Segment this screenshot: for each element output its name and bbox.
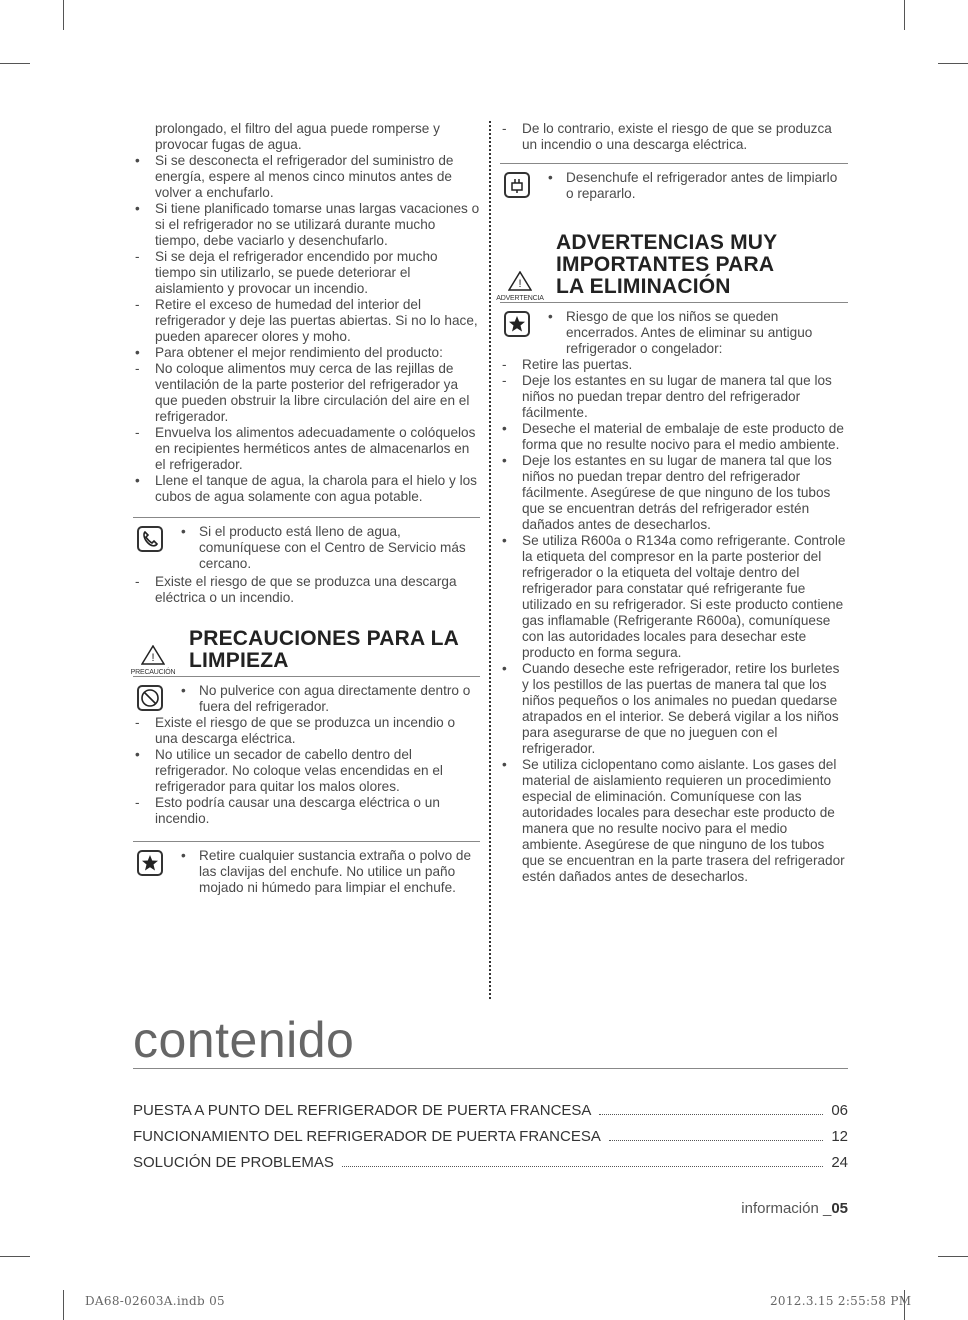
list-item: - Retire las puertas. — [502, 357, 633, 372]
svg-text:!: ! — [151, 652, 155, 664]
page-number: 05 — [831, 1200, 848, 1217]
toc-entry[interactable] — [133, 1098, 848, 1124]
cleaning-section-heading — [130, 627, 480, 677]
list-item: • Riesgo de que los niños se queden encerrados. Antes de eliminar su antiguo refrigerador o congelador: — [548, 309, 813, 356]
phone-icon — [137, 526, 163, 552]
left-list — [133, 153, 480, 505]
crop-mark — [938, 1256, 968, 1257]
footer-section: información _ — [741, 1200, 832, 1217]
toc-leader — [599, 1114, 823, 1115]
list-item: • Se utiliza ciclopentano como aislante. Los gases del material de aislamiento requieren un procedimiento especial de eliminación. Comuníquese con las autoridades locales para desechar este producto de manera que no resulte nocivo para el medio ambiente. Asegúrese de que ninguno de los tubos que se encuentran en la parte trasera del refrigerador estén dañados antes de desecharlos. — [502, 757, 845, 884]
list-item: • Retire cualquier sustancia extraña o polvo de las clavijas del enchufe. No utilice un paño mojado ni húmedo para limpiar el enchufe. — [181, 848, 472, 895]
toc-leader — [342, 1166, 823, 1167]
list-item: - Existe el riesgo de que se produzca un incendio o una descarga eléctrica. — [135, 715, 456, 746]
list-item: • Llene el tanque de agua, la charola para el hielo y los cubos de agua solamente con agua potable. — [135, 473, 477, 504]
list-item: - Deje los estantes en su lugar de manera tal que los niños no puedan trepar dentro del refrigerador fácilmente. — [502, 373, 832, 420]
warning-triangle-icon: ! ADVERTENCIA — [496, 271, 544, 303]
list-item: • Deseche el material de embalaje de este producto de forma que no resulte nocivo para el medio ambiente. — [502, 421, 844, 452]
toc-entry-title: FUNCIONAMIENTO DEL REFRIGERADOR DE PUERTA FRANCESA — [133, 1128, 601, 1145]
contents-title: contenido — [133, 1012, 355, 1068]
list-item: • Para obtener el mejor rendimiento del producto: — [135, 345, 443, 360]
toc-entry-title: PUESTA A PUNTO DEL REFRIGERADOR DE PUERTA FRANCESA — [133, 1102, 592, 1119]
section-title: ADVERTENCIAS MUY IMPORTANTES PARA LA ELIMINACIÓN — [556, 231, 778, 298]
toc-entry-title: SOLUCIÓN DE PROBLEMAS — [133, 1154, 334, 1171]
list-item: • Cuando deseche este refrigerador, retire los burletes y los pestillos de las puertas de manera tal que los niños pequeños o los animales no puedan quedarse atrapados en el interior. Se deberá vigilar a los niños para asegurarse de que no jueguen con el refrigerador. — [502, 661, 840, 756]
column-divider — [489, 121, 491, 999]
crop-mark — [63, 1290, 64, 1320]
list-item: • Deje los estantes en su lugar de manera tal que los niños no puedan trepar dentro del refrigerador fácilmente. Asegúrese de que ninguno de los tubos que se encuentran detrás del refrigerador estén dañados antes de desecharlos. — [502, 453, 832, 532]
important-star-icon — [504, 311, 530, 337]
disposal-section-heading — [496, 231, 848, 303]
section-title: PRECAUCIONES PARA LA LIMPIEZA — [189, 627, 459, 672]
list-item: • Desenchufe el refrigerador antes de limpiarlo o repararlo. — [548, 170, 838, 201]
disposal-list — [500, 357, 848, 885]
list-item: • No pulverice con agua directamente dentro o fuera del refrigerador. — [181, 683, 471, 714]
important-star-icon — [137, 850, 163, 876]
list-item: - Envuelva los alimentos adecuadamente o colóquelos en recipientes herméticos antes de almacenarlos en el refrigerador. — [135, 425, 476, 472]
list-item: • Si se desconecta el refrigerador del suministro de energía, espere al menos cinco minutos antes de volver a enchufarlo. — [135, 153, 454, 200]
toc-entry-page: 06 — [831, 1102, 848, 1119]
no-spray-note — [133, 681, 480, 715]
toc-leader — [609, 1140, 823, 1141]
list-item: • Se utiliza R600a o R134a como refrigerante. Controle la etiqueta del compresor en la parte posterior del refrigerador o la etiqueta del voltaje dentro del refrigerador para constatar qué refrigerante fue utilizado en su refrigerador. Si este producto contiene gas inflamable (Refrigerante R600a), comuníquese con las autoridades locales para desechar este producto en forma segura. — [502, 533, 846, 660]
list-item: - Esto podría causar una descarga eléctrica o un incendio. — [135, 795, 440, 826]
page-footer — [741, 1200, 848, 1217]
toc-entry[interactable] — [133, 1124, 848, 1150]
left-column — [130, 121, 480, 896]
slug-left: DA68-02603A.indb 05 — [85, 1294, 225, 1308]
list-item: - No coloque alimentos muy cerca de las rejillas de ventilación de la parte posterior del refrigerador ya que pueden obstruir la libre circulación del aire en el refrigerador. — [135, 361, 470, 424]
crop-mark — [938, 63, 968, 64]
warning-triangle-icon: ! PRECAUCIÓN — [129, 645, 177, 677]
phone-note — [133, 517, 480, 606]
crop-mark — [0, 63, 30, 64]
unplug-icon — [504, 172, 530, 198]
list-item: • Si el producto está lleno de agua, comuníquese con el Centro de Servicio más cercano. — [181, 524, 466, 571]
list-item: - De lo contrario, existe el riesgo de que se produzca un incendio o una descarga eléctrica. — [502, 121, 832, 152]
list-item: - Si se deja el refrigerador encendido por mucho tiempo sin utilizarlo, se puede deteriorar el aislamiento y provocar un incendio. — [135, 249, 438, 296]
contents-rule — [133, 1068, 848, 1069]
plug-note — [133, 841, 480, 896]
list-item: • No utilice un secador de cabello dentro del refrigerador. No coloque velas encendidas en el refrigerador para quitar los malos olores. — [135, 747, 443, 794]
table-of-contents — [133, 1098, 848, 1176]
list-item: • Si tiene planificado tomarse unas largas vacaciones o si el refrigerador no se utilizará durante mucho tiempo, debe vaciarlo y desenchufarlo. — [135, 201, 480, 248]
toc-entry-page: 12 — [831, 1128, 848, 1145]
unplug-note — [500, 163, 848, 202]
prohibited-icon — [137, 685, 163, 711]
child-risk-note — [500, 307, 848, 357]
crop-mark — [63, 0, 64, 30]
slug-right: 2012.3.15 2:55:58 PM — [770, 1294, 912, 1308]
toc-entry-page: 24 — [831, 1154, 848, 1171]
intro-text: prolongado, el filtro del agua puede romperse y provocar fugas de agua. — [155, 121, 440, 152]
crop-mark — [904, 0, 905, 30]
svg-text:!: ! — [518, 278, 522, 290]
cleaning-list — [133, 715, 480, 827]
list-item: - Retire el exceso de humedad del interior del refrigerador y deje las puertas abiertas. Si no lo hace, pueden aparecer olores y moho. — [135, 297, 478, 344]
right-column — [496, 121, 848, 885]
crop-mark — [0, 1256, 30, 1257]
list-item: - Existe el riesgo de que se produzca una descarga eléctrica o un incendio. — [135, 574, 457, 605]
toc-entry[interactable] — [133, 1150, 848, 1176]
